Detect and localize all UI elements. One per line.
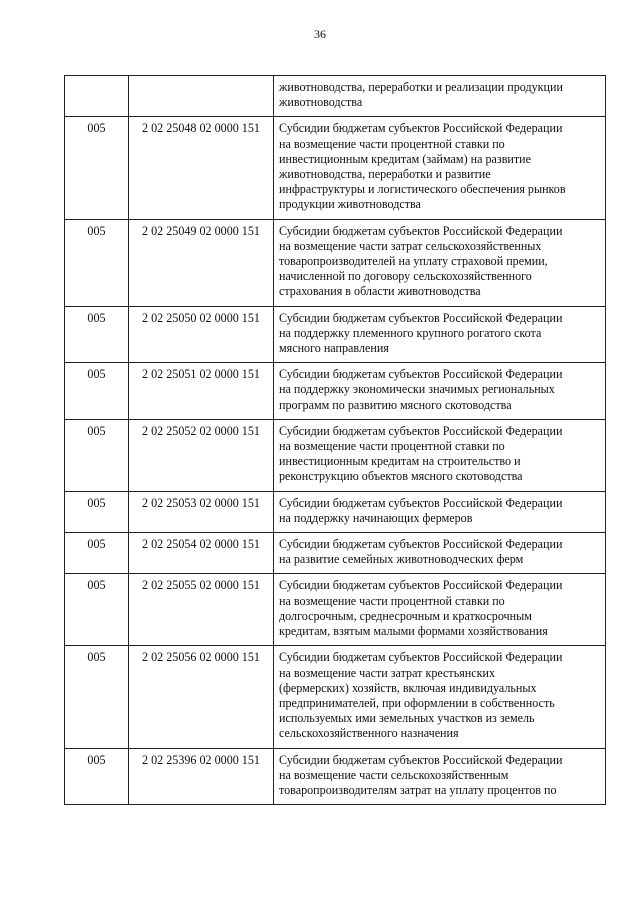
- admin-code-cell: 005: [65, 491, 129, 532]
- description-line: Субсидии бюджетам субъектов Российской Федерации: [279, 752, 563, 767]
- table-row: [65, 491, 606, 532]
- table-row: [65, 748, 606, 805]
- budget-code-cell: 2 02 25048 02 0000 151: [129, 117, 274, 219]
- description-line: на возмещение части процентной ставки по: [279, 136, 505, 151]
- description-line: кредитам, взятым малыми формами хозяйствования: [279, 624, 548, 639]
- admin-code-cell: 005: [65, 419, 129, 491]
- description-line: животноводства: [279, 95, 363, 110]
- description-cell: [274, 748, 606, 805]
- admin-code-cell: 005: [65, 533, 129, 574]
- budget-code-cell: 2 02 25054 02 0000 151: [129, 533, 274, 574]
- description-line: Субсидии бюджетам субъектов Российской Федерации: [279, 495, 563, 510]
- table-row: [65, 219, 606, 306]
- table-body: [65, 76, 606, 805]
- table-row: [65, 646, 606, 748]
- description-line: инвестиционным кредитам на строительство и: [279, 454, 521, 469]
- description-line: Субсидии бюджетам субъектов Российской Федерации: [279, 578, 563, 593]
- table-row: [65, 117, 606, 219]
- description-cell: [274, 117, 606, 219]
- description-line: Субсидии бюджетам субъектов Российской Федерации: [279, 121, 563, 136]
- description-cell: [274, 76, 606, 117]
- description-cell: [274, 491, 606, 532]
- description-line: Субсидии бюджетам субъектов Российской Федерации: [279, 367, 563, 382]
- description-line: программ по развитию мясного скотоводства: [279, 397, 512, 412]
- budget-code-cell: 2 02 25052 02 0000 151: [129, 419, 274, 491]
- description-cell: [274, 574, 606, 646]
- description-line: на возмещение части процентной ставки по: [279, 593, 505, 608]
- description-line: на поддержку экономически значимых региональных: [279, 382, 555, 397]
- description-line: предпринимателей, при оформлении в собственность: [279, 695, 555, 710]
- description-line: товаропроизводителей на уплату страховой премии,: [279, 254, 548, 269]
- description-line: Субсидии бюджетам субъектов Российской Федерации: [279, 423, 563, 438]
- table-row: [65, 533, 606, 574]
- budget-code-cell: 2 02 25053 02 0000 151: [129, 491, 274, 532]
- description-line: животноводства, переработки и реализации продукции: [279, 80, 563, 94]
- admin-code-cell: 005: [65, 306, 129, 363]
- table-row: [65, 574, 606, 646]
- description-line: на возмещение части процентной ставки по: [279, 439, 505, 454]
- description-line: Субсидии бюджетам субъектов Российской Федерации: [279, 223, 563, 238]
- budget-classification-table: [64, 75, 606, 805]
- description-line: (фермерских) хозяйств, включая индивидуальных: [279, 680, 537, 695]
- admin-code-cell: [65, 76, 129, 117]
- budget-code-cell: 2 02 25051 02 0000 151: [129, 363, 274, 420]
- admin-code-cell: 005: [65, 219, 129, 306]
- description-line: на возмещение части затрат сельскохозяйственных: [279, 238, 542, 253]
- admin-code-cell: 005: [65, 574, 129, 646]
- description-cell: [274, 219, 606, 306]
- description-line: мясного направления: [279, 341, 389, 356]
- description-line: инфраструктуры и логистического обеспечения рынков: [279, 182, 566, 197]
- description-cell: [274, 646, 606, 748]
- admin-code-cell: 005: [65, 117, 129, 219]
- description-line: продукции животноводства: [279, 197, 421, 212]
- description-line: Субсидии бюджетам субъектов Российской Федерации: [279, 650, 563, 665]
- admin-code-cell: 005: [65, 363, 129, 420]
- budget-code-cell: 2 02 25056 02 0000 151: [129, 646, 274, 748]
- budget-code-cell: 2 02 25050 02 0000 151: [129, 306, 274, 363]
- admin-code-cell: 005: [65, 748, 129, 805]
- description-line: Субсидии бюджетам субъектов Российской Федерации: [279, 537, 563, 552]
- description-line: на возмещение части затрат крестьянских: [279, 665, 496, 680]
- description-line: Субсидии бюджетам субъектов Российской Федерации: [279, 310, 563, 325]
- description-line: инвестиционным кредитам (займам) на развитие: [279, 151, 531, 166]
- admin-code-cell: 005: [65, 646, 129, 748]
- page-number: 36: [314, 27, 326, 41]
- description-line: страхования в области животноводства: [279, 284, 481, 299]
- description-cell: [274, 419, 606, 491]
- budget-code-cell: 2 02 25055 02 0000 151: [129, 574, 274, 646]
- description-line: реконструкцию объектов мясного скотоводства: [279, 469, 523, 484]
- table-row: [65, 306, 606, 363]
- budget-code-cell: 2 02 25049 02 0000 151: [129, 219, 274, 306]
- budget-code-cell: [129, 76, 274, 117]
- table-row: [65, 76, 606, 117]
- description-cell: [274, 533, 606, 574]
- description-line: животноводства, переработки и развитие: [279, 167, 491, 182]
- description-line: на возмещение части сельскохозяйственным: [279, 767, 509, 782]
- description-cell: [274, 363, 606, 420]
- description-cell: [274, 306, 606, 363]
- description-line: сельскохозяйственного назначения: [279, 726, 459, 741]
- table-row: [65, 419, 606, 491]
- description-line: товаропроизводителям затрат на уплату процентов по: [279, 782, 557, 797]
- table-row: [65, 363, 606, 420]
- description-line: начисленной по договору сельскохозяйственного: [279, 269, 532, 284]
- description-line: на поддержку племенного крупного рогатого скота: [279, 325, 542, 340]
- description-line: на поддержку начинающих фермеров: [279, 510, 473, 525]
- description-line: долгосрочным, среднесрочным и краткосрочным: [279, 608, 532, 623]
- description-line: используемых ими земельных участков из земель: [279, 711, 535, 726]
- description-line: на развитие семейных животноводческих ферм: [279, 552, 524, 567]
- budget-code-cell: 2 02 25396 02 0000 151: [129, 748, 274, 805]
